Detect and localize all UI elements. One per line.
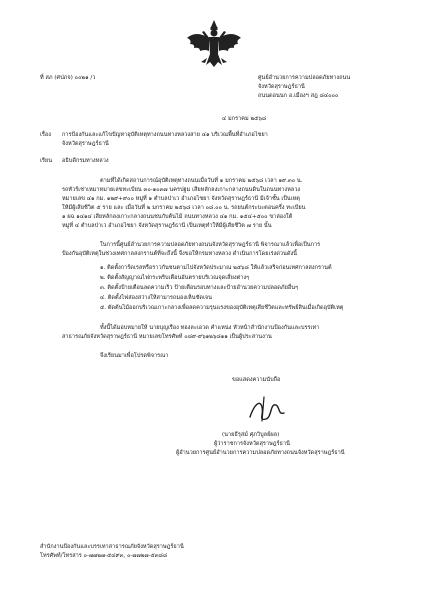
subject-line-2: จังหวัดสุราษฎร์ธานี	[62, 141, 109, 147]
paragraph-3-line-1: ทั้งนี้ได้มอบหมายให้ นายบุญเรือง ทองละเอวด คำแหน่ง หัวหน้าสำนักงานป้องกันและบรรเทา	[100, 325, 320, 331]
action-item-5: ๕. ตัดต้นไม้ออกบริเวณเกาะกลางเพื่อลดความรุนแรงของอุบัติเหตุเสียชีวิตและทรัพย์สินเมื่อเกิดอุบัติเหตุ	[100, 305, 344, 311]
paragraph-1-line-3: หมายเลข ๔๑ กม. ๑๒๙+๙๐๐ หมู่ที่ ๑ ตำบลป่าเว อำเภอไชยา จังหวัดสุราษฎร์ธานี มีเจ้าชั้น เป็นเหตุ	[62, 196, 300, 202]
handwritten-signature	[240, 393, 290, 425]
reference-number: ที่ สภ (ศปภจ) ๐๐๒๑ /ว	[40, 75, 96, 81]
footer-phone: โทรศัพท์/โทรสาร ๐-๗๗๒๗-๕๔๙๓, ๐-๗๗๒๗-๕๓๘๘	[40, 553, 168, 559]
action-item-2: ๒. ติดตั้งสัญญาณไฟกระพริบเตือนอันตรายบริเวณจุดเสี่ยงต่างๆ	[100, 275, 250, 281]
addressee-label: เรียน	[40, 158, 53, 164]
paragraph-1-line-1: ตามที่ได้เกิดสถานการณ์อุบัติเหตุทางถนนเมื่อวันที่ ๑ มกราคม ๒๕๖๘ เวลา ๑๙.๓๐ น.	[100, 178, 303, 184]
action-item-3: ๓. ติดตั้งป้ายเตือนลดความเร็ว ป้ายเตือนรอบทางและป้ายอำนวยความปลอดภัยอื่นๆ	[100, 285, 299, 291]
paragraph-1-line-6: หมู่ที่ ๔ ตำบลป่าเว อำเภอไชยา จังหวัดสุราษฎร์ธานี เป็นเหตุทำให้มีผู้เสียชีวิต ๗ ราย นั้น	[62, 223, 272, 229]
footer-office: สำนักงานป้องกันและบรรเทาสาธารณภัยจังหวัดสุราษฎร์ธานี	[40, 544, 184, 550]
paragraph-3-line-2: สาธารณภัยจังหวัดสุราษฎร์ธานี หมายเลขโทรศัพท์ ๐๘๙-๙๖๑๒๖๘๑๑ เป็นผู้ประสานงาน	[62, 334, 272, 340]
signer-title-1: ผู้ว่าราชการจังหวัดสุราษฎร์ธานี	[214, 441, 290, 447]
paragraph-2-line-2: ป้องกันอุบัติเหตุในช่วงเทศกาลสงกรานต์ที่จะถึงนี้ จึงขอให้กรมทางหลวง ดำเนินการโดยเร่งด่วนดังนี้	[62, 251, 298, 257]
paragraph-2-line-1: ในการนี้ศูนย์อำนวยการความปลอดภัยทางถนนจังหวัดสุราษฎร์ธานี พิจารณาแล้วเพื่อเป็นการ	[100, 242, 321, 248]
paragraph-1-line-2: รถทัวร์เช่าเหมาหมายเลขทะเบียน ๓๐-๑๐๓๗ นครปฐม เสียหลักลงเกาะกลางถนนดินในถนนทางหลวง	[62, 187, 301, 193]
garuda-emblem-icon	[184, 18, 244, 70]
paragraph-1-line-5: ๑ ผฉ ๑๔๑๔ เสียหลักลงเกาะกลางถนนชนกับต้นไม้ ถนนทางหลวง ๔๑ กม. ๑๕๔+๕๐๐ ขาล่องใต้	[62, 214, 293, 220]
sender-address-line-1: ศูนย์อำนวยการความปลอดภัยทางถนน	[258, 75, 351, 81]
paragraph-1-line-4: ให้มีผู้เสียชีวิต ๕ ราย และ เมื่อวันที่ ๒ มกราคม ๒๕๖๘ เวลา ๐๘.๐๐ น. รถยนต์กระบะตอนครึ่ง ทะเบียน	[62, 205, 306, 211]
signer-title-2: ผู้อำนวยการศูนย์อำนวยการความปลอดภัยทางถนนจังหวัดสุราษฎร์ธานี	[176, 450, 345, 456]
addressee: อธิบดีกรมทางหลวง	[62, 158, 109, 164]
sender-address-line-2: จังหวัดสุราษฎร์ธานี	[258, 84, 305, 90]
action-item-1: ๑. ติดตั้งการ์ดเรลหรือราวกันชนตามไปจังหวัดประมาณ ๒๕๖๘ ให้แล้วเสร็จก่อนเทศกาลสงกรานต์	[100, 265, 332, 271]
signer-name: (นายธีรุสม์ ศุภวิบูลย์ผล)	[222, 432, 280, 438]
letter-date: ๔ มกราคม ๒๕๖๘	[222, 116, 267, 122]
closing-request: จึงเรียนมาเพื่อโปรดพิจารณา	[100, 353, 169, 359]
sender-address-line-3: ถนนดอนนก อ.เมืองฯ สฎ ๘๔๐๐๐	[258, 93, 339, 99]
subject-label: เรื่อง	[40, 132, 52, 138]
subject-line-1: การป้องกันและแก้ไขปัญหาอุบัติเหตุทางถนนทางหลวงสาย ๔๑ บริเวณพื้นที่อำเภอไชยา	[62, 132, 268, 138]
action-item-4: ๔. ติดตั้งไฟส่องสว่างให้สามารถมองเห็นชัดเจน	[100, 295, 212, 301]
complimentary-close: ขอแสดงความนับถือ	[232, 377, 281, 383]
